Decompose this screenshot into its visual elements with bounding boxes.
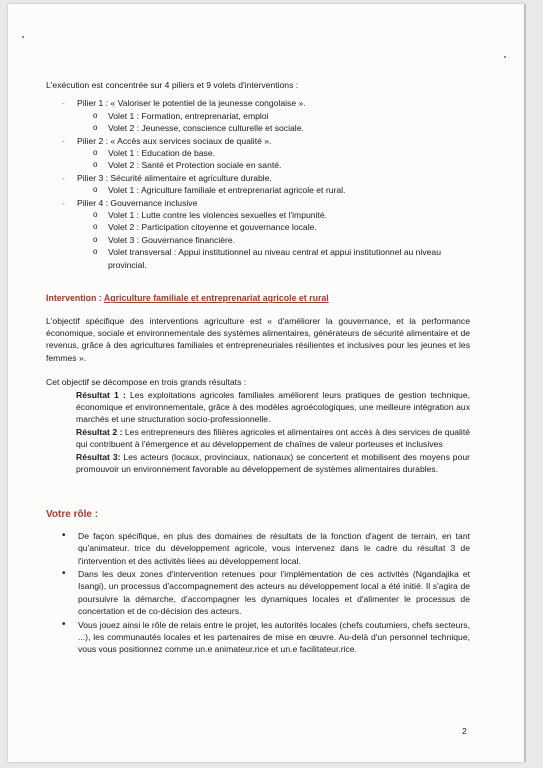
- result-label: Résultat 2 :: [76, 426, 123, 437]
- volet-item: o Volet transversal : Appui institutionnel au niveau central et appui institutionnel au niveau provincial.: [93, 246, 470, 271]
- pillar-3: [62, 172, 470, 197]
- document-body: [46, 79, 470, 657]
- results-list: [76, 389, 470, 476]
- volet-item: o Volet 3 : Gouvernance financière.: [93, 234, 470, 246]
- role-item: • Vous jouez ainsi le rôle de relais entre le projet, les autorités locales (chefs coutumiers, chefs secteurs, ...), les communautés locales et les partenaires de mise en œuvre. Au-delà d'un personnel technique, vous vous positionnez comme un.e animateur.rice et un.e facilitateur.rice.: [62, 619, 470, 656]
- page-number: 2: [462, 726, 467, 736]
- volet-item: o Volet 1 : Agriculture familiale et entreprenariat agricole et rural.: [93, 184, 470, 196]
- volet-list: [93, 209, 470, 271]
- result-item: [76, 426, 470, 451]
- pillar-list: [62, 97, 470, 271]
- volet-item: o Volet 1 : Lutte contre les violences sexuelles et l'impunité.: [93, 209, 470, 221]
- result-text: Les entrepreneurs des filières agricoles et alimentaires ont accès à des services de qualité qui contribuent à l'émergence et au développement de chaînes de valeur porteuses et inclusives: [76, 426, 470, 450]
- result-item: [76, 389, 470, 426]
- intro-text: L'exécution est concentrée sur 4 piliers et 9 volets d'interventions :: [46, 80, 299, 90]
- volet-item: o Volet 1 : Education de base.: [93, 147, 470, 159]
- intervention-prefix: Intervention :: [46, 293, 104, 304]
- volet-item: o Volet 2 : Jeunesse, conscience culturelle et sociale.: [93, 122, 470, 134]
- pillar-label: Pilier 4 : Gouvernance inclusive: [77, 197, 198, 208]
- pillar-label: Pilier 2 : « Accès aux services sociaux de qualité ».: [77, 135, 272, 146]
- objective-paragraph: L'objectif spécifique des interventions agriculture est « d'améliorer la gouvernance, et la performance économique, sociale et environnementale des systèmes alimentaires, générateurs de sécurité alimentaire et de revenus, grâce à des agricultures familiales et entrepreneuriales résilientes et inclusives pour les jeunes et les femmes ».: [46, 315, 470, 363]
- pillar-4: [62, 197, 470, 271]
- volet-list: [93, 147, 470, 172]
- role-list: [62, 530, 470, 656]
- page-edge: [524, 4, 526, 762]
- results-intro: Cet objectif se décompose en trois grands résultats :: [46, 377, 247, 388]
- result-label: Résultat 3:: [76, 451, 121, 462]
- volet-item: o Volet 2 : Participation citoyenne et gouvernance locale.: [93, 221, 470, 233]
- intervention-heading: [46, 292, 470, 304]
- result-label: Résultat 1 :: [76, 389, 126, 400]
- result-text: Les exploitations agricoles familiales améliorent leurs pratiques de gestion technique, économique et environnementale, grâce à des modèles agroécologiques, une meilleure intégration aux marchés et une structuration socio-professionnelle.: [76, 389, 470, 425]
- scan-speck: [22, 36, 24, 38]
- result-text: Les acteurs (locaux, provinciaux, nationaux) se concertent et mobilisent des moyens pour promouvoir un environnement favorable au développement de systèmes alimentaires durables.: [76, 451, 470, 474]
- volet-item: o Volet 1 : Formation, entreprenariat, emploi: [93, 110, 470, 122]
- pillar-label: Pilier 3 : Sécurité alimentaire et agriculture durable.: [77, 172, 272, 183]
- volet-item: o Volet 2 : Santé et Protection sociale en santé.: [93, 159, 470, 171]
- intervention-title: Agriculture familiale et entreprenariat agricole et rural: [103, 293, 329, 304]
- role-item: • De façon spécifique, en plus des domaines de résultats de la fonction d'agent de terrain, en tant qu'animateur. trice du développement agricole, vous intervenez dans le cadre du résultat 3 de l'intervention et des activités liées au développement local.: [62, 530, 470, 567]
- role-item: • Dans les deux zones d'intervention retenues pour l'implémentation de ces activités (Ngandajika et Isangi), un processus d'accompagnement des acteurs au développement local a été initié. Il s'agira de poursuivre la démarche, d'accompagner les dynamiques locales et d'alimenter le processus de concertation et de co-décision des acteurs.: [62, 568, 470, 618]
- pillar-2: [62, 135, 470, 172]
- role-heading: Votre rôle :: [46, 509, 99, 521]
- volet-list: [93, 184, 470, 196]
- pillar-1: [62, 97, 470, 134]
- scan-speck: [504, 56, 506, 58]
- volet-list: [93, 110, 470, 135]
- pillar-label: Pilier 1 : « Valoriser le potentiel de la jeunesse congolaise ».: [77, 98, 306, 109]
- result-item: [76, 451, 470, 476]
